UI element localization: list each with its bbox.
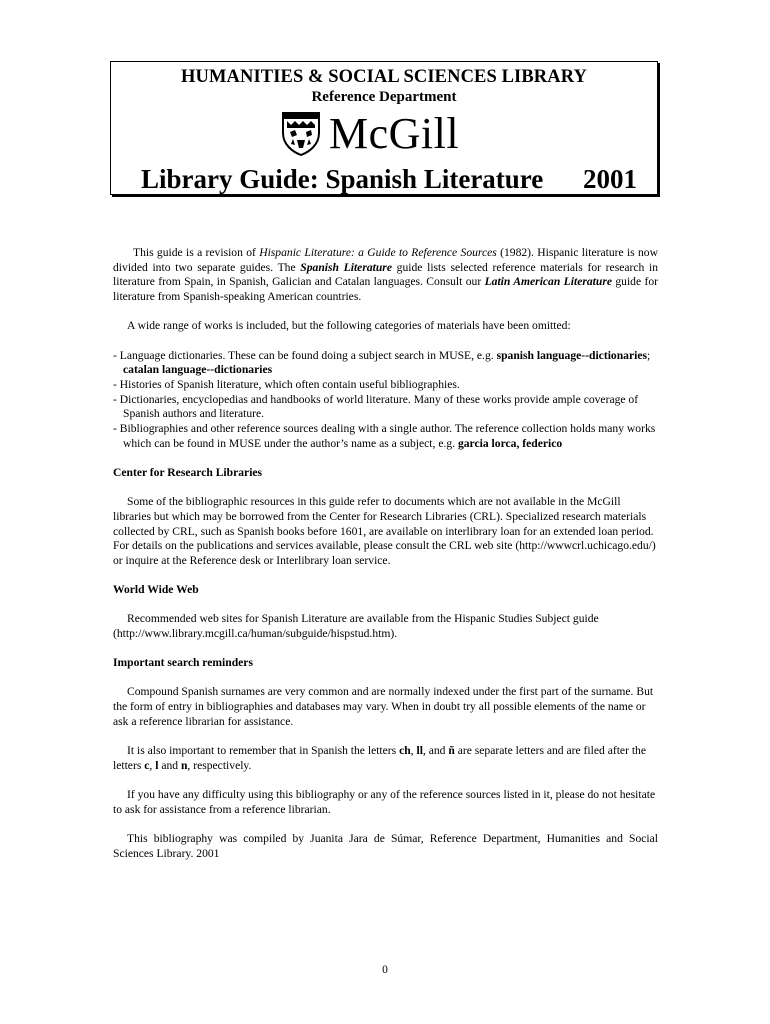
compiler-paragraph: This bibliography was compiled by Juanita Jara de Súmar, Reference Department, Humanities and Social Sciences Library. 2001 (113, 831, 658, 860)
mcgill-crest-icon (281, 111, 321, 157)
www-heading: World Wide Web (113, 583, 199, 597)
logo-wordmark: McGill (329, 109, 460, 158)
omitted-intro: A wide range of works is included, but the following categories of materials have been omitted: (127, 319, 571, 333)
library-name: HUMANITIES & SOCIAL SCIENCES LIBRARY (181, 67, 587, 87)
surnames-paragraph: Compound Spanish surnames are very common and are normally indexed under the first part of the surname. But the form of entry in bibliographies and databases may vary. When in doubt try all possible elements of the name or ask a reference librarian for assistance. (113, 685, 654, 728)
reminders-heading: Important search reminders (113, 656, 253, 670)
www-paragraph: Recommended web sites for Spanish Literature are available from the Hispanic Studies Subject guide (http://www.library.mcgill.ca/human/subguide/hispstud.htm). (113, 612, 599, 641)
crl-paragraph: Some of the bibliographic resources in this guide refer to documents which are not available in the McGill libraries but which may be borrowed from the Center for Research Libraries (CRL). Specialized research materials collected by CRL, such as Spanish books before 1601, are available on interlibrary loan for an extended loan period. For details on the publications and services available, please consult the CRL web site (http://wwwcrl.uchicago.edu/) or inquire at the Reference desk or Interlibrary loan service. (113, 495, 656, 567)
intro-paragraph: This guide is a revision of Hispanic Literature: a Guide to Reference Sources (1982). Hispanic literature is now divided into two separate guides. The Spanish Literature guide lists selected reference materials for research in literature from Spain, in Spanish, Galician and Catalan languages. Consult our Latin American Literature guide for literature from Spanish-speaking American countries. (113, 246, 659, 304)
page-number: 0 (382, 964, 388, 976)
omitted-item-histories: - Histories of Spanish literature, which often contain useful bibliographies. (113, 377, 460, 391)
omitted-item-single-author: - Bibliographies and other reference sources dealing with a single author. The reference collection holds many works which can be found in MUSE under the author’s name as a subject, e.g. garcia lorca, federico (113, 422, 656, 450)
guide-year: 2001 (583, 164, 637, 194)
assistance-paragraph: If you have any difficulty using this bibliography or any of the reference sources listed in it, please do not hesitate to ask for assistance from a reference librarian. (113, 787, 656, 816)
letters-paragraph: It is also important to remember that in Spanish the letters ch, ll, and ñ are separate letters and are filed after the letters c, l and n, respectively. (113, 744, 646, 772)
crl-heading: Center for Research Libraries (113, 465, 263, 479)
document-body (113, 246, 658, 861)
omitted-item-world-literature: - Dictionaries, encyclopedias and handbooks of world literature. Many of these works provide ample coverage of Spanish authors and literature. (113, 392, 639, 421)
guide-title-text: Library Guide: Spanish Literature (141, 164, 544, 194)
mcgill-logo (281, 110, 459, 158)
header-box (110, 61, 658, 195)
omitted-item-language-dictionaries: - Language dictionaries. These can be found doing a subject search in MUSE, e.g. spanish language--dictionaries; catalan language--dictionaries (113, 348, 651, 377)
guide-title (141, 164, 637, 195)
department-name: Reference Department (311, 89, 457, 105)
